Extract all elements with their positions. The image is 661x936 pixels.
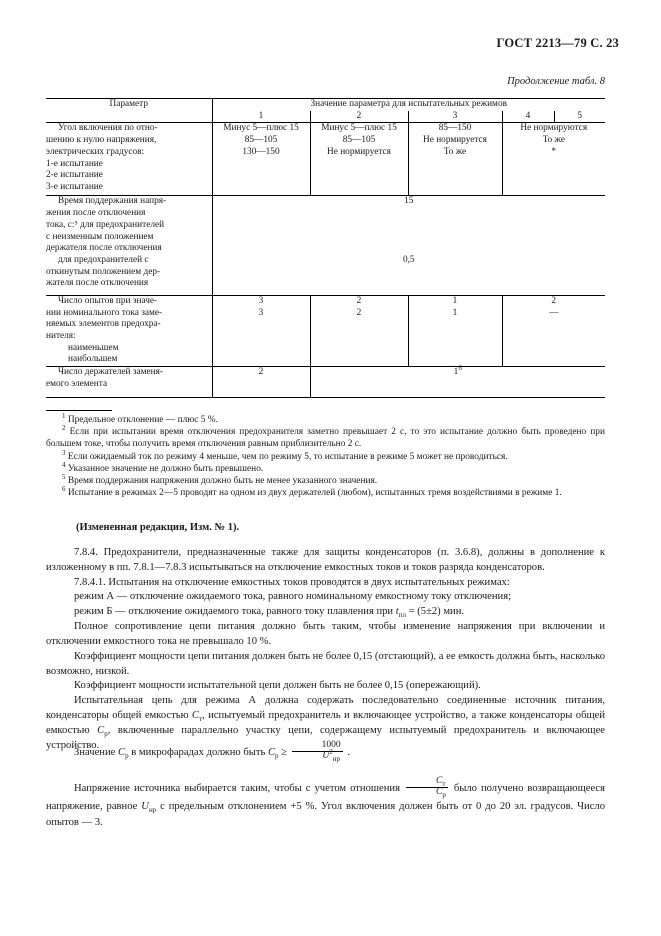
footnote-3-text: Если ожидаемый ток по режиму 4 меньше, чем по режиму 5, то испытание в режиме 5 может не проводиться. [67, 451, 508, 462]
para-circuit-part-1: Испытательная цепь для режима А должна содержать последовательно соединенные источник питания, конденсаторы общей емкостью [46, 695, 605, 722]
para-7-8-4: 7.8.4. Предохранители, предназначенные также для защиты конденсаторов (п. 3.6.8), должны в дополнение к изложенному в пп. 7.8.1—7.8.3 испытываться на отключение емкостных токов и токов разряда конденсаторов. [46, 547, 605, 573]
row-1-value-mode-4-5 [502, 123, 605, 196]
row-3-l3: няемых элементов предохра- [46, 319, 161, 330]
row-1-c1-l1: Минус 5—плюс 15 [223, 123, 299, 134]
footnote-1-text: Предельное отклонение — плюс 5 %. [67, 415, 218, 425]
last-para-part-1: Напряжение источника выбирается таким, чтобы с учетом отношения [74, 782, 404, 794]
para-circuit-var-1: C [191, 710, 199, 722]
footnote-2 [46, 426, 605, 450]
footnote-3-marker: 3 [62, 448, 66, 457]
para-mode-b-post: = (5±2) мин. [405, 606, 465, 618]
footnote-2-marker: 2 [62, 424, 66, 433]
row-1-param-line-4: 1-е испытание [46, 158, 103, 169]
footnote-4 [46, 460, 605, 475]
para-power-factor-supply: Коэффициент мощности цепи питания должен быть не более 0,15 (отстающий), а ее емкость должна быть, насколько возможно, низкой. [46, 650, 605, 677]
footnote-4-marker: 4 [62, 460, 66, 469]
formula-denominator [292, 747, 343, 764]
row-1-value-mode-3 [408, 123, 502, 196]
para-mode-b [46, 605, 605, 620]
row-3-l4: нителя: [46, 331, 76, 342]
row-3-c3-l2: 1 [452, 307, 458, 318]
header-cell-param: Параметр [46, 99, 212, 123]
last-para-part-3: с предельным отклонением +5 %. Угол включения должен быть от 0 до 20 эл. градусов. Число опытов — 3. [46, 800, 605, 829]
ratio-fraction [406, 777, 448, 798]
row-3-l2: нии номинального тока заме- [46, 307, 163, 318]
formula-cp-line [46, 742, 605, 763]
para-mode-a: режим А — отключение ожидаемого тока, равного номинальному емкостному току отключения; [74, 591, 512, 603]
row-3-value-mode-4-5 [502, 295, 605, 366]
footnote-6-marker: 6 [62, 485, 66, 494]
para-mode-b-var: t [395, 606, 399, 618]
row-3-l1: Число опытов при значе- [58, 295, 158, 306]
running-head: ГОСТ 2213—79 С. 23 [496, 36, 619, 50]
table-continuation-label: Продолжение табл. 8 [507, 76, 605, 87]
footnotes-block [46, 411, 606, 500]
ratio-den-sub: р [442, 790, 446, 799]
row-1-c3-l1: 85—150 [438, 123, 472, 134]
footnote-2-text: Если при испытании время отключения предохранителя заметно превышает 2 с, то это испытание должно быть проведено при большем токе, чтобы получить время отключения равным приблизительно 2 с. [46, 427, 606, 450]
formula-sub-cp: р [125, 752, 129, 761]
footnote-3 [46, 448, 605, 463]
footnote-5-text: Время поддержания напряжения должно быть не менее указанного значения. [67, 476, 378, 487]
body-text [46, 546, 605, 754]
row-2-b2-l1: для предохранителей с [58, 254, 149, 265]
header-cell-mode-1: 1 [212, 111, 310, 123]
row-1-c45-l3: * [551, 146, 557, 157]
last-para-var: U [141, 800, 149, 812]
row-3-c3-l1: 1 [452, 295, 458, 306]
para-circuit-var-2: C [97, 724, 105, 736]
ratio-den-var: C [436, 786, 443, 797]
para-7-8-4-1: 7.8.4.1. Испытания на отключение емкостных токов проводятся в двух испытательных режимах: [74, 576, 510, 588]
row-3-sub-l1: наименьшем [68, 342, 119, 353]
row-4-param [46, 367, 212, 398]
header-cell-mode-4: 4 [502, 111, 554, 123]
header-cell-mode-3: 3 [408, 111, 502, 123]
row-3-value-mode-3 [408, 295, 502, 366]
row-2-param-block-2 [46, 255, 212, 296]
footnote-4-text: Указанное значение не должно быть превышено. [67, 463, 264, 474]
revision-note: (Измененная редакция, Изм. № 1). [76, 522, 240, 533]
formula-sub-cp-2: р [275, 752, 279, 761]
row-1-c3-l2: Не нормируется [423, 135, 487, 146]
para-circuit-sub-2: р [104, 730, 108, 739]
para-power-factor-test: Коэффициент мощности испытательной цепи должен быть не более 0,15 (опережающий). [74, 680, 481, 692]
row-1-c3-l3: То же [443, 146, 467, 157]
table-8-continued [46, 98, 605, 398]
row-2-value-all-modes-2: 0,5 [212, 255, 605, 296]
row-1-c2-l1: Минус 5—плюс 15 [321, 123, 397, 134]
row-1-c2-l2: 85—105 [342, 135, 376, 146]
table-row [46, 123, 605, 196]
para-mode-b-sub: пл [398, 611, 406, 620]
formula-den-var: U [322, 751, 330, 762]
formula-var-cp-2: C [267, 746, 276, 758]
footnote-5 [46, 472, 605, 487]
formula-mid: в микрофарадах должно быть [128, 746, 268, 758]
header-cell-group: Значение параметра для испытательных режимов [212, 99, 605, 111]
row-3-c1-l1: 3 [258, 295, 264, 306]
row-1-param-line-5: 2-е испытание [46, 170, 103, 181]
row-3-c2-l2: 2 [356, 307, 362, 318]
table-header-row-1 [46, 99, 605, 111]
row-2-value-all-modes-1: 15 [404, 196, 414, 207]
ratio-denominator [406, 787, 448, 798]
formula-den-sup: 2 [329, 747, 333, 756]
table-row [46, 295, 605, 366]
row-3-value-mode-2 [310, 295, 408, 366]
row-4-l1: Число держателей заменя- [58, 367, 163, 378]
row-3-c45-l2: — [549, 307, 559, 318]
header-cell-mode-2: 2 [310, 111, 408, 123]
formula-fraction [292, 741, 343, 762]
row-2-b1-l5: держателя после отключения [46, 243, 162, 254]
para-impedance: Полное сопротивление цепи питания должно быть таким, чтобы изменение напряжения при включении и отключении емкостного тока не превышало 10 %. [46, 621, 605, 647]
row-3-c2-l1: 2 [356, 295, 362, 306]
header-cell-mode-5: 5 [554, 111, 605, 123]
formula-lead: Значение [74, 746, 118, 758]
footnote-6 [46, 487, 605, 499]
table-row [46, 196, 605, 255]
row-1-param-line-2: шению к нулю напряжения, [46, 135, 157, 146]
row-3-param [46, 295, 212, 366]
para-circuit-part-2: , испытуемый предохранитель и включающее устройство, а также конденсаторы общей емкостью [46, 710, 605, 736]
row-3-sub-l2: наибольшем [68, 354, 118, 365]
ratio-numerator [406, 777, 448, 787]
footnote-1-marker: 1 [62, 411, 66, 420]
footnote-5-marker: 5 [62, 472, 66, 481]
formula-numerator: 1000 [321, 740, 341, 750]
row-2-b2-l3: жателя после отключения [46, 278, 149, 289]
para-circuit-sub-1: т [198, 715, 203, 724]
row-1-param-line-3: электрических градусов: [46, 146, 145, 157]
last-para-sub: нр [148, 806, 157, 815]
row-4-l2: емого элемента [46, 378, 108, 389]
footnote-1 [46, 411, 605, 426]
row-4-c2345-value: 1 [453, 367, 459, 378]
table-row [46, 367, 605, 398]
row-1-param-line-1: Угол включения по отно- [58, 123, 158, 134]
row-4-value-mode-2-5 [310, 364, 605, 398]
formula-den-sub: нр [332, 755, 340, 764]
row-2-b1-l4: с неизменным положением [46, 231, 154, 242]
row-2-b1-l2: жения после отключения [46, 208, 146, 219]
row-4-value-mode-1: 2 [212, 367, 310, 398]
row-1-c1-l2: 85—105 [244, 135, 278, 146]
row-2-b1-l1: Время поддержания напря- [58, 196, 167, 207]
row-1-c1-l3: 130—150 [242, 146, 280, 157]
row-3-c1-l2: 3 [258, 307, 264, 318]
row-2-b1-l3: тока, с:⁵ для предохранителей [46, 219, 165, 230]
footnote-separator-rule [46, 410, 112, 411]
table-row [46, 255, 605, 296]
row-1-value-mode-2 [310, 123, 408, 196]
row-2-b2-l2: откинутым положением дер- [46, 266, 161, 277]
para-source-voltage [46, 778, 605, 832]
row-2-param-block-1 [46, 196, 212, 255]
last-para-part-2: было получено возвращающееся напряжение, равное [46, 782, 605, 812]
formula-relation: ≥ [278, 746, 290, 758]
row-1-value-mode-1 [212, 123, 310, 196]
row-1-c45-l2: То же [542, 135, 565, 146]
row-1-param-line-6: 3-е испытание [46, 181, 103, 192]
row-1-c45-l1: Не нормируются [520, 123, 588, 134]
row-3-value-mode-1 [212, 295, 310, 366]
row-1-param [46, 123, 212, 196]
ratio-num-var: C [436, 776, 443, 786]
row-4-footnote-marker: 6 [458, 364, 462, 373]
row-3-c45-l1: 2 [551, 295, 557, 306]
para-circuit-part-3: , включенные параллельно участку цепи, содержащему испытуемый предохранитель и включающее устройство. [46, 724, 605, 751]
para-mode-b-pre: режим Б — отключение ожидаемого тока, равного току плавления при [74, 606, 396, 618]
row-1-c2-l3: Не нормируется [327, 146, 391, 157]
footnote-6-text: Испытание в режимах 2—5 проводят на одном из двух держателей (любом), испытанных тремя воздействиями в режиме 1. [67, 488, 562, 499]
formula-var-cp: C [117, 746, 126, 758]
ratio-num-sub: т [442, 779, 446, 788]
formula-tail: . [344, 746, 350, 758]
